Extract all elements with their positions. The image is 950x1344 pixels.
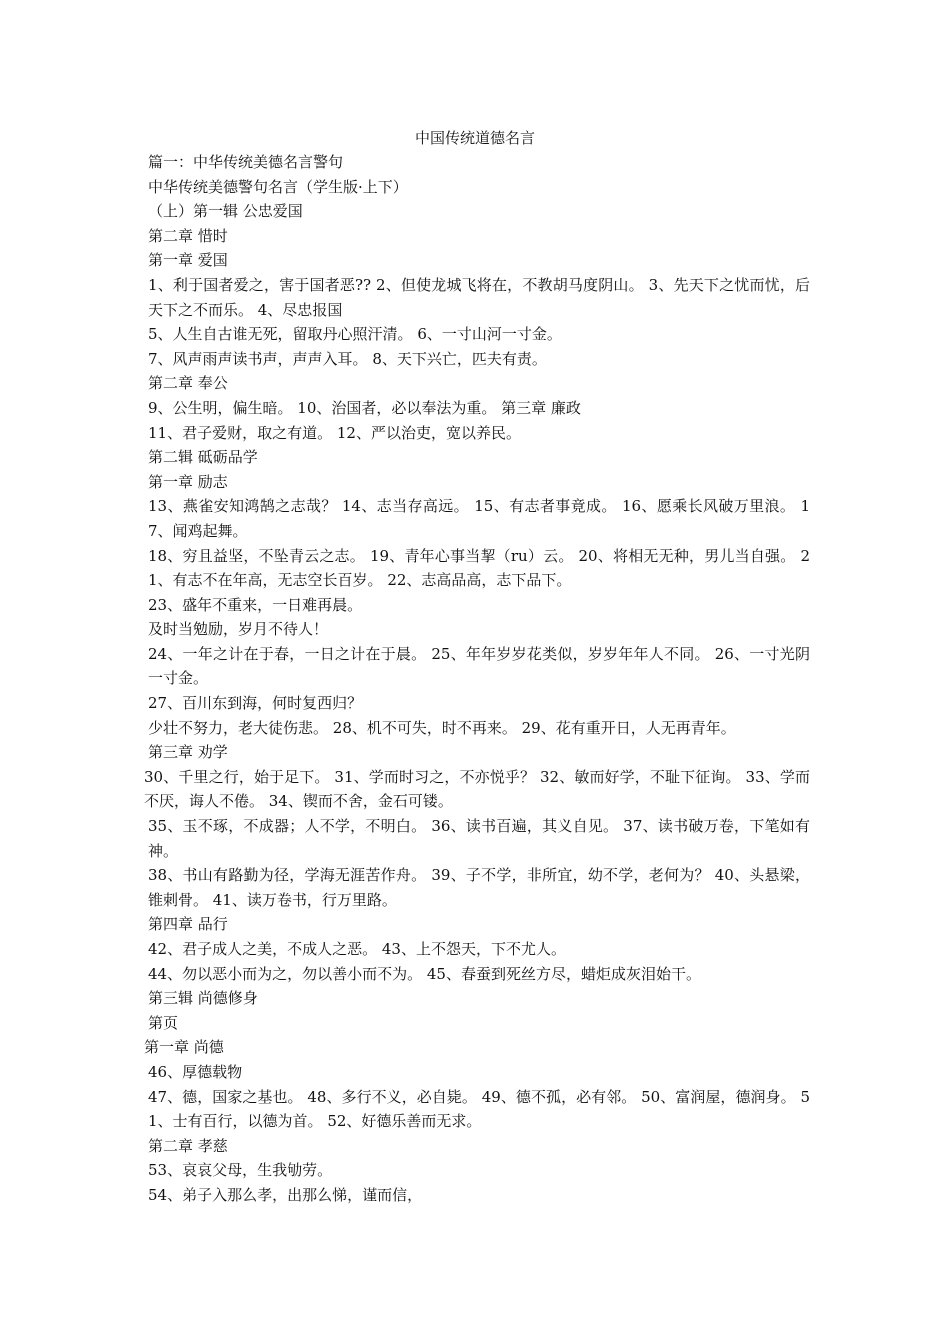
text-line: 11、君子爱财，取之有道。 12、严以治吏，宽以养民。 <box>148 423 521 442</box>
text-line: 第二章 奉公 <box>148 374 228 393</box>
text-line: 47、德，国家之基也。 48、多行不义，必自毙。 49、德不孤，必有邻。 50、富润屋，德润身。 51、士有百行，以德为首。 52、好德乐善而无求。 <box>148 1087 810 1131</box>
text-line: 篇一：中华传统美德名言警句 <box>148 153 344 171</box>
text-line: 1、利于国者爱之，害于国者恶?? 2、但使龙城飞将在，不教胡马度阴山。 3、先天下之忧而忧，后天下之不而乐。 4、尽忠报国 <box>148 275 810 319</box>
text-line: 第二章 孝慈 <box>148 1136 228 1155</box>
text-line: 第三辑 尚德修身 <box>148 989 258 1008</box>
text-line: 42、君子成人之美，不成人之恶。 43、上不怨天，下不尤人。 <box>148 940 566 958</box>
text-line: 9、公生明，偏生暗。 10、治国者，必以奉法为重。 第三章 廉政 <box>148 398 581 417</box>
text-line: 第一章 励志 <box>148 472 228 491</box>
text-line: （上）第一辑 公忠爱国 <box>148 202 303 221</box>
text-line: 13、燕雀安知鸿鹄之志哉？ 14、志当存高远。 15、有志者事竟成。 16、愿乘长风破万里浪。 17、闻鸡起舞。 <box>148 497 810 540</box>
text-line: 中华传统美德警句名言（学生版·上下） <box>148 177 408 196</box>
text-line: 38、书山有路勤为径，学海无涯苦作舟。 39、子不学，非所宜，幼不学，老何为？ 40、头悬梁，锥刺骨。 41、读万卷书，行万里路。 <box>148 866 810 909</box>
text-line: 24、一年之计在于春，一日之计在于晨。 25、年年岁岁花类似，岁岁年年人不同。 26、一寸光阴一寸金。 <box>148 644 810 688</box>
text-line: 第二章 惜时 <box>148 226 228 245</box>
text-line: 第三章 劝学 <box>148 743 228 762</box>
text-line: 18、穷且益坚，不坠青云之志。 19、青年心事当挈（ru）云。 20、将相无无种，男儿当自强。 21、有志不在年高，无志空长百岁。 22、志高品高，志下品下。 <box>148 546 810 590</box>
text-line: 及时当勉励，岁月不待人！ <box>148 620 329 639</box>
text-line: 53、哀哀父母，生我劬劳。 <box>148 1161 333 1180</box>
text-line: 44、勿以恶小而为之，勿以善小而不为。 45、春蚕到死丝方尽，蜡炬成灰泪始干。 <box>148 964 701 983</box>
text-line: 27、百川东到海，何时复西归？ <box>148 694 363 713</box>
text-line: 5、人生自古谁无死，留取丹心照汗清。 6、一寸山河一寸金。 <box>148 325 562 344</box>
document-body <box>144 150 810 1208</box>
text-line: 少壮不努力，老大徒伤悲。 28、机不可失，时不再来。 29、花有重开日，人无再青年。 <box>148 718 736 737</box>
text-line: 第页 <box>148 1013 179 1032</box>
document-title: 中国传统道德名言 <box>414 129 535 147</box>
text-line: 第一章 尚德 <box>144 1038 224 1057</box>
text-line: 54、弟子入那么孝，出那么悌，谨而信， <box>148 1185 423 1204</box>
text-line: 23、盛年不重来，一日难再晨。 <box>148 595 363 614</box>
text-line: 第一章 爱国 <box>148 251 228 270</box>
text-line: 第四章 品行 <box>148 915 228 934</box>
text-line: 46、厚德载物 <box>148 1062 243 1081</box>
text-line: 30、千里之行，始于足下。 31、学而时习之，不亦悦乎？ 32、敏而好学，不耻下征询。 33、学而不厌，诲人不倦。 34、锲而不舍，金石可镂。 <box>144 767 810 811</box>
text-line: 7、风声雨声读书声，声声入耳。 8、天下兴亡，匹夫有责。 <box>148 349 547 368</box>
text-line: 35、玉不琢，不成器；人不学，不明白。 36、读书百遍，其义自见。 37、读书破万卷，下笔如有神。 <box>148 817 810 860</box>
text-line: 第二辑 砥砺品学 <box>148 448 258 467</box>
